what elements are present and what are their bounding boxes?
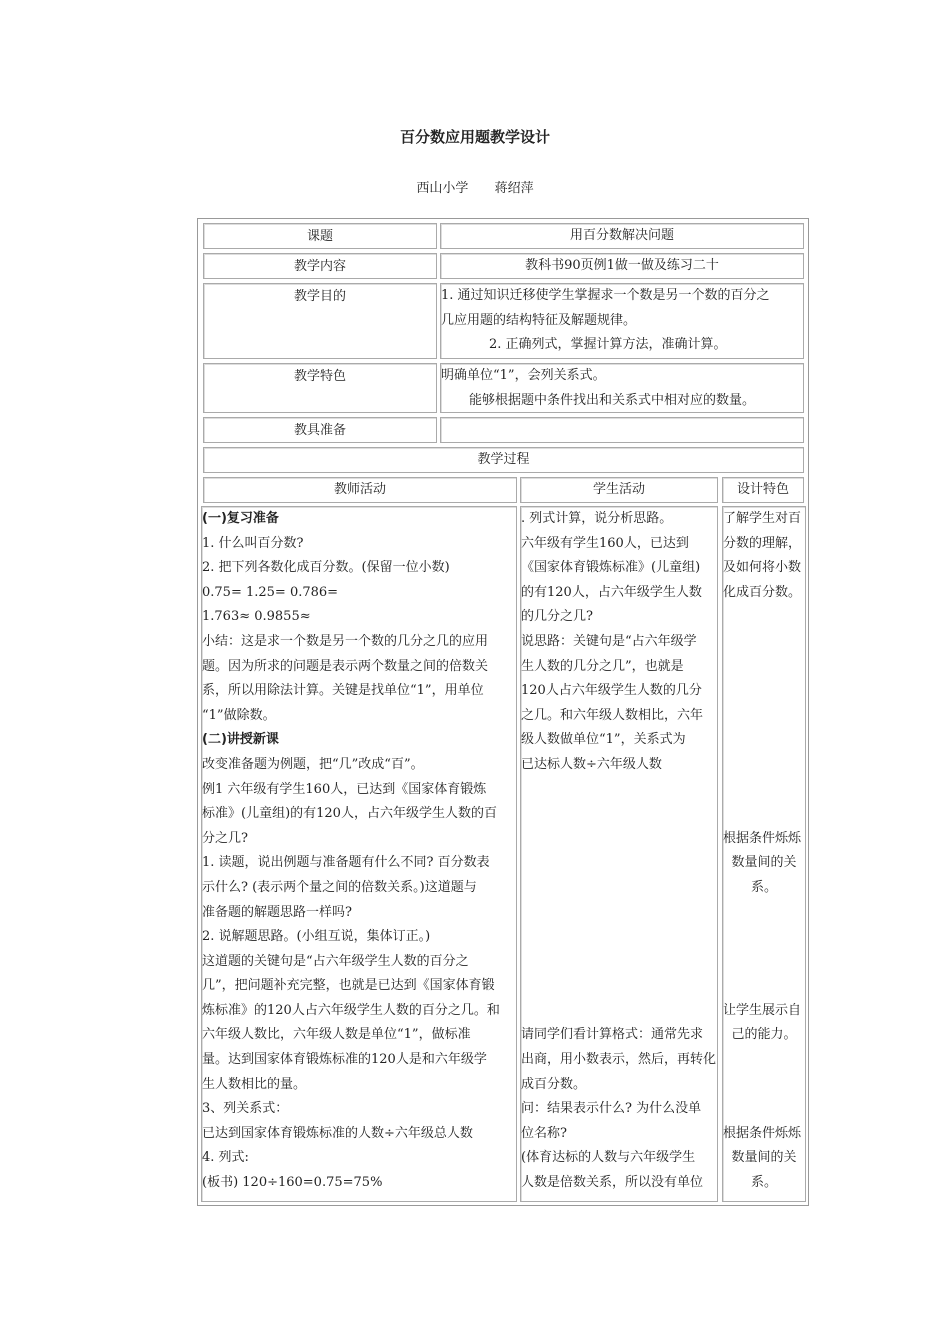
teacher-column-header: 教师活动 — [203, 477, 517, 503]
design-line: 让学生展示自 — [723, 1002, 802, 1018]
goal-label: 教学目的 — [203, 283, 437, 359]
design-line — [723, 1097, 805, 1122]
teacher-activity-cell — [201, 506, 517, 1202]
design-line: 及如何将小数 — [723, 560, 802, 576]
design-column-header: 设计特色 — [722, 477, 804, 503]
teacher-line: 标准》(儿童组)的有120人，占六年级学生人数的百 — [202, 806, 497, 822]
student-line — [521, 802, 717, 827]
student-line: 120人占六年级学生人数的几分 — [521, 683, 702, 699]
student-line: 出商，用小数表示，然后，再转化 — [521, 1052, 717, 1068]
teacher-line: (一)复习准备 — [202, 511, 279, 526]
student-line: 的有120人，占六年级学生人数 — [521, 584, 702, 600]
student-line — [521, 950, 717, 975]
design-line — [723, 1073, 805, 1098]
author-name: 蒋绍萍 — [494, 181, 534, 196]
teacher-line: 小结：这是求一个数是另一个数的几分之几的应用 — [202, 633, 489, 649]
goal-value — [440, 283, 804, 359]
design-line: 了解学生对百 — [723, 511, 802, 526]
goal-line: 2. 正确列式，掌握计算方法，准确计算。 — [489, 337, 727, 353]
design-line — [723, 778, 805, 803]
design-line — [723, 605, 805, 630]
goal-line: 几应用题的结构特征及解题规律。 — [441, 312, 637, 328]
teacher-line: 这道题的关键句是“占六年级学生人数的百分之 — [202, 953, 469, 969]
content-value: 教科书90页例1做一做及练习二十 — [440, 253, 804, 279]
design-line: 根据条件烁烁 — [723, 830, 802, 846]
school-name: 西山小学 — [416, 181, 469, 196]
teacher-line: 六年级人数比，六年级人数是单位“1”，做标准 — [202, 1027, 471, 1043]
teacher-line: 示什么? (表示两个量之间的倍数关系。)这道题与 — [202, 879, 477, 895]
feature-line: 能够根据题中条件找出和关系式中相对应的数量。 — [469, 392, 756, 408]
student-line — [521, 827, 717, 852]
design-line — [723, 974, 805, 999]
teacher-line: 分之几? — [202, 830, 248, 846]
tools-value — [440, 417, 804, 443]
teacher-line: 题。因为所求的问题是表示两个数量之间的倍数关 — [202, 658, 489, 674]
teacher-line: 1. 读题，说出例题与准备题有什么不同? 百分数表 — [202, 855, 490, 871]
student-line — [521, 901, 717, 926]
student-line: 之几。和六年级人数相比，六年 — [521, 707, 704, 723]
student-line: 级人数做单位“1”，关系式为 — [521, 732, 686, 748]
design-line — [723, 679, 805, 704]
design-line — [723, 901, 805, 926]
student-line — [521, 999, 717, 1024]
teacher-line: 系，所以用除法计算。关键是找单位“1”，用单位 — [202, 683, 484, 699]
feature-label: 教学特色 — [203, 363, 437, 413]
topic-label: 课题 — [203, 223, 437, 249]
student-activity-cell — [520, 506, 718, 1202]
design-line — [723, 728, 805, 753]
tools-label: 教具准备 — [203, 417, 437, 443]
teacher-line: 2. 说解题思路。(小组互说，集体订正。) — [202, 929, 431, 945]
design-line: 化成百分数。 — [723, 584, 802, 600]
design-line — [723, 925, 805, 950]
student-line: 说思路：关键句是“占六年级学 — [521, 633, 697, 649]
teacher-line: 1. 什么叫百分数? — [202, 535, 304, 551]
author-line — [0, 177, 950, 196]
student-line: 人数是倍数关系，所以没有单位 — [521, 1175, 704, 1191]
teacher-line: 0.75= 1.25= 0.786= — [202, 584, 339, 600]
design-line: 数量间的关 — [731, 1150, 797, 1166]
student-line: 的几分之几? — [521, 609, 593, 625]
student-line: 问：结果表示什么? 为什么没单 — [521, 1101, 702, 1117]
student-line: 六年级有学生160人，已达到 — [521, 535, 689, 551]
feature-value — [440, 363, 804, 413]
design-line: 己的能力。 — [731, 1027, 797, 1043]
process-header: 教学过程 — [203, 447, 804, 473]
design-line — [723, 1048, 805, 1073]
teacher-line: 3、列关系式： — [202, 1101, 289, 1117]
teacher-line: (二)讲授新课 — [202, 732, 279, 748]
design-line: 分数的理解， — [723, 535, 802, 551]
teacher-line: 4. 列式: — [202, 1150, 249, 1166]
teacher-line: 例1 六年级有学生160人，已达到《国家体育锻炼 — [202, 781, 487, 797]
student-line: 《国家体育锻炼标准》(儿童组) — [521, 560, 701, 576]
student-line: 位名称? — [521, 1125, 567, 1141]
design-feature-cell — [722, 506, 806, 1202]
teacher-line: “1”做除数。 — [202, 707, 276, 723]
teacher-line: 2. 把下列各数化成百分数。(保留一位小数) — [202, 560, 450, 576]
design-line — [723, 753, 805, 778]
content-label: 教学内容 — [203, 253, 437, 279]
teacher-line: 已达到国家体育锻炼标准的人数÷六年级总人数 — [202, 1125, 473, 1141]
student-line — [521, 925, 717, 950]
design-line — [723, 704, 805, 729]
teacher-line: 炼标准》的120人占六年级学生人数的百分之几。和 — [202, 1002, 500, 1018]
student-line: 成百分数。 — [521, 1076, 587, 1092]
design-line — [723, 950, 805, 975]
teacher-line: 量。达到国家体育锻炼标准的120人是和六年级学 — [202, 1052, 487, 1068]
feature-line: 明确单位“1”，会列关系式。 — [441, 368, 606, 383]
design-line — [723, 630, 805, 655]
teacher-line: 生人数相比的量。 — [202, 1076, 307, 1092]
design-line: 系。 — [750, 879, 777, 895]
design-line: 系。 — [750, 1175, 777, 1191]
goal-line: 1. 通过知识迁移使学生掌握求一个数是另一个数的百分之 — [441, 288, 770, 303]
design-line: 根据条件烁烁 — [723, 1125, 802, 1141]
student-line — [521, 974, 717, 999]
student-line: 已达标人数÷六年级人数 — [521, 756, 662, 772]
student-column-header: 学生活动 — [520, 477, 718, 503]
teacher-line: (板书) 120÷160=0.75=75% — [202, 1175, 383, 1191]
student-line: 生人数的几分之几”，也就是 — [521, 658, 684, 674]
student-line — [521, 876, 717, 901]
design-line — [723, 655, 805, 680]
student-line: 请同学们看计算格式：通常先求 — [521, 1027, 704, 1043]
student-line — [521, 851, 717, 876]
student-line: (体育达标的人数与六年级学生 — [521, 1150, 696, 1166]
topic-value: 用百分数解决问题 — [440, 223, 804, 249]
page-title: 百分数应用题教学设计 — [399, 128, 550, 146]
teacher-line: 几”，把问题补充完整，也就是已达到《国家体育锻 — [202, 978, 495, 994]
design-line — [723, 802, 805, 827]
student-line — [521, 778, 717, 803]
teacher-line: 改变准备题为例题，把“几”改成“百”。 — [202, 756, 424, 772]
teacher-line: 准备题的解题思路一样吗? — [202, 904, 352, 920]
teacher-line: 1.763≈ 0.9855≈ — [202, 609, 311, 625]
design-line: 数量间的关 — [731, 855, 797, 871]
student-line: . 列式计算，说分析思路。 — [521, 511, 673, 526]
